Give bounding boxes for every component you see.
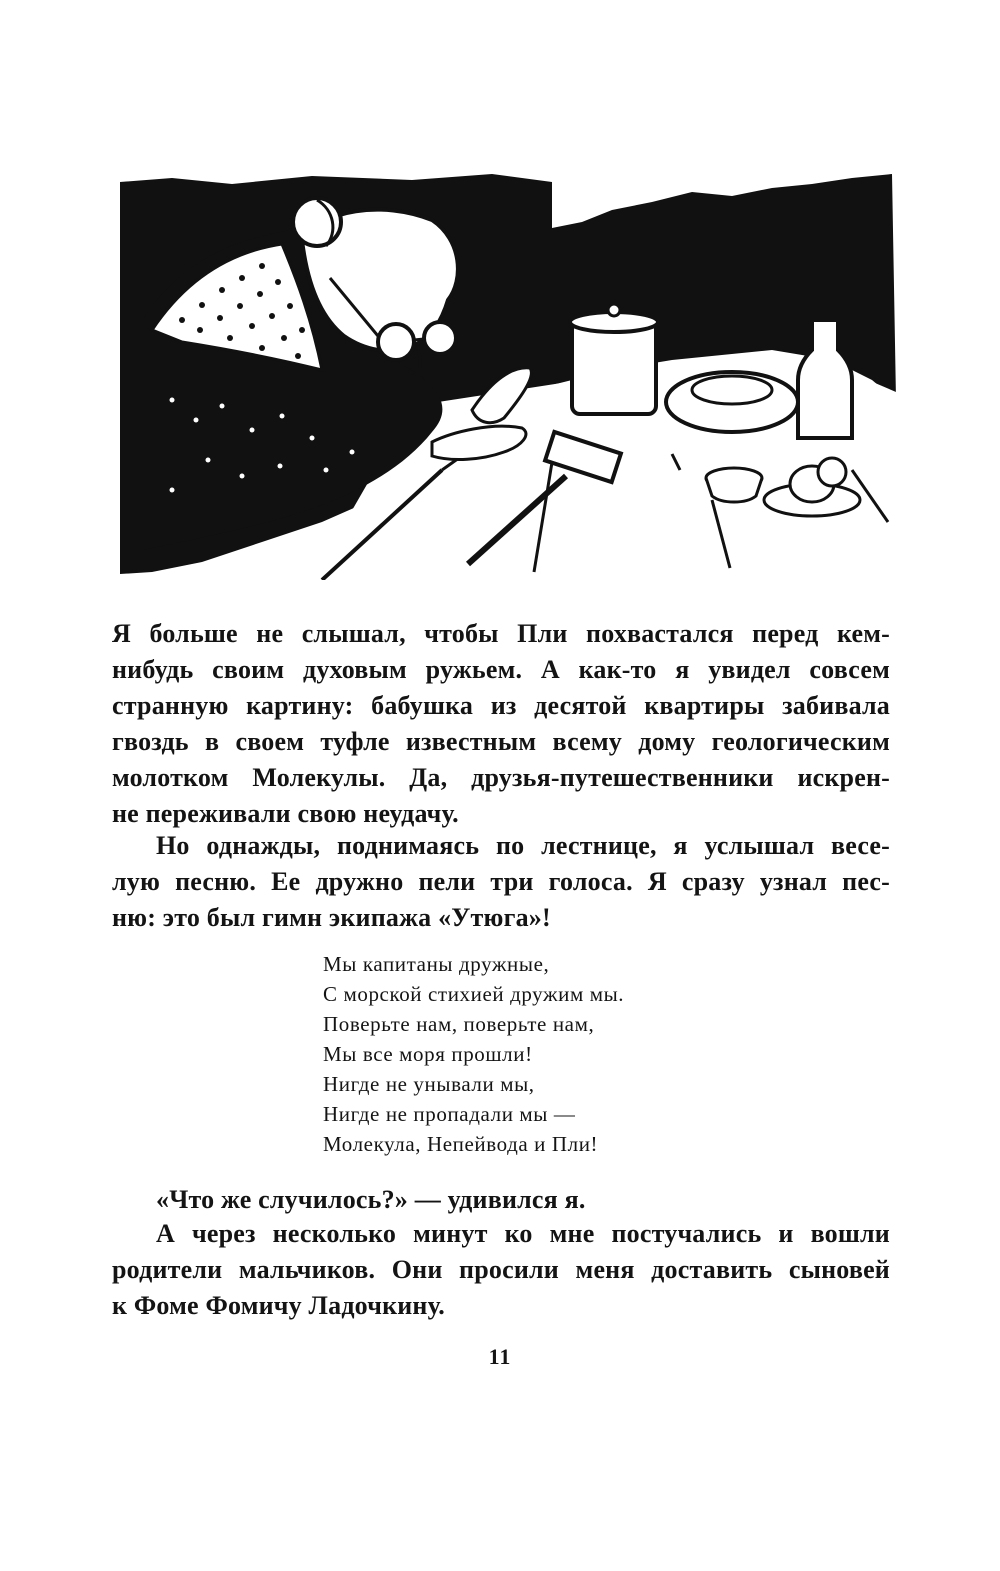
text-line: гвоздь в своем туфле известным всему дому геологическим (112, 727, 890, 756)
poem-line: Поверьте нам, поверьте нам, (323, 1012, 595, 1036)
illustration-drawing (112, 170, 898, 580)
text-line: молотком Молекулы. Да, друзья-путешественники искрен- (112, 763, 890, 792)
text-line: ню: это был гимн экипажа «Утюга»! (112, 903, 551, 932)
text-line: Но однажды, поднимаясь по лестнице, я услышал весе- (156, 831, 890, 860)
text-line: «Что же случилось?» — удивился я. (156, 1185, 586, 1214)
text-line: А через несколько минут ко мне постучались и вошли (156, 1219, 890, 1248)
text-line: лую песню. Ее дружно пели три голоса. Я сразу узнал пес- (112, 867, 890, 896)
page-number: 11 (488, 1344, 512, 1369)
poem-line: Мы капитаны дружные, (323, 952, 550, 976)
text-line: родители мальчиков. Они просили меня доставить сыновей (112, 1255, 890, 1284)
text-line: Я больше не слышал, чтобы Пли похвастался перед кем- (112, 619, 890, 648)
text-line: странную картину: бабушка из десятой квартиры забивала (112, 691, 890, 720)
poem-line: Нигде не пропадали мы — (323, 1102, 576, 1126)
poem-line: Молекула, Непейвода и Пли! (323, 1132, 599, 1156)
poem-line: С морской стихией дружим мы. (323, 982, 625, 1006)
illustration (112, 170, 898, 580)
text-line: не переживали свою неудачу. (112, 799, 459, 828)
poem-line: Нигде не унывали мы, (323, 1072, 535, 1096)
text-line: к Фоме Фомичу Ладочкину. (112, 1291, 445, 1320)
text-line: нибудь своим духовым ружьем. А как-то я увидел совсем (112, 655, 890, 684)
poem-line: Мы все моря прошли! (323, 1042, 533, 1066)
